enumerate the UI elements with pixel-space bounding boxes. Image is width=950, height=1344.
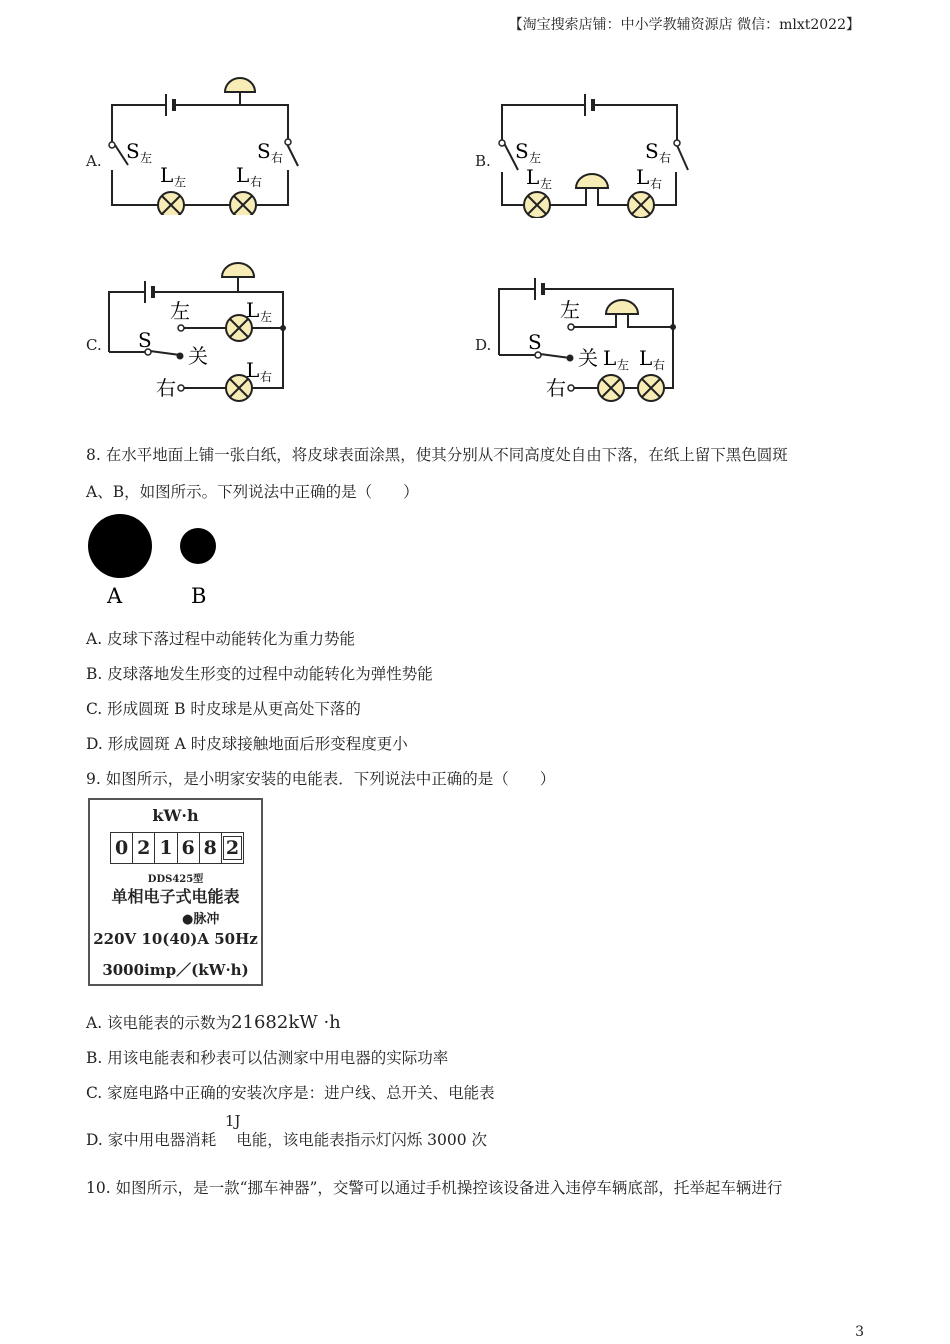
lamp-icon	[524, 192, 550, 218]
switch-label: S	[138, 328, 152, 352]
lamp-label: L	[236, 163, 250, 187]
page-number: 3	[855, 1324, 864, 1340]
q9-option-c: C. 家庭电路中正确的安装次序是：进户线、总开关、电能表	[86, 1084, 495, 1102]
lamp-sub-label: 左	[617, 358, 630, 372]
meter-unit: kW·h	[152, 806, 199, 825]
spot-b-label: B	[191, 584, 207, 608]
lamp-sub-label: 右	[260, 370, 273, 384]
switch-sub-label: 左	[529, 151, 542, 165]
meter-digit: 0	[111, 833, 133, 863]
q8-option-d: D. 形成圆斑 A 时皮球接触地面后形变程度更小	[86, 735, 408, 753]
circuit-diagram-b	[490, 88, 700, 218]
lamp-label: L	[160, 163, 174, 187]
spots-figure	[80, 508, 230, 613]
meter-name: 单相电子式电能表	[111, 887, 240, 906]
meter-spec: 220V 10(40)A 50Hz	[93, 930, 258, 948]
q7-option-d-label: D.	[475, 336, 492, 354]
q9-stem: 9. 如图所示，是小明家安装的电能表．下列说法中正确的是（ ）	[86, 770, 556, 788]
lamp-sub-label: 左	[260, 310, 273, 324]
position-off-label: 关	[188, 344, 208, 368]
q9-option-a-value: 21682kW ·h	[231, 1012, 341, 1033]
meter-digit: 8	[200, 833, 222, 863]
lamp-sub-label: 右	[250, 175, 263, 189]
switch-label: S	[645, 139, 659, 163]
q7-option-a-label: A.	[86, 152, 102, 170]
lamp-sub-label: 右	[653, 358, 666, 372]
lamp-sub-label: 左	[540, 177, 553, 191]
lamp-icon	[230, 192, 256, 215]
lamp-icon	[598, 375, 624, 401]
meter-pulse-indicator: ●脉冲	[182, 912, 220, 927]
energy-meter	[88, 798, 263, 986]
meter-digit-display	[110, 832, 244, 864]
switch-sub-label: 左	[140, 151, 153, 165]
header-note: 【淘宝搜索店铺：中小学教辅资源店 微信：mlxt2022】	[508, 17, 860, 33]
circuit-diagram-d	[490, 272, 690, 407]
q8-stem-line1: 8. 在水平地面上铺一张白纸，将皮球表面涂黑，使其分别从不同高度处自由下落，在纸上留下黑色圆斑	[86, 446, 788, 464]
circuit-diagram-a	[100, 70, 320, 215]
position-right-label: 右	[546, 376, 566, 400]
position-off-label: 关	[578, 346, 598, 370]
meter-digit: 1	[155, 833, 177, 863]
lamp-icon	[638, 375, 664, 401]
q9-option-b: B. 用该电能表和秒表可以估测家中用电器的实际功率	[86, 1049, 449, 1067]
q7-option-c-label: C.	[86, 336, 102, 354]
lamp-sub-label: 右	[650, 177, 663, 191]
switch-label: S	[126, 139, 140, 163]
q9-option-d-prefix: D. 家中用电器消耗	[86, 1131, 217, 1149]
q9-option-d-energy: 1J	[225, 1112, 241, 1130]
q8-option-b: B. 皮球落地发生形变的过程中动能转化为弹性势能	[86, 665, 433, 683]
meter-model: DDS425型	[147, 874, 204, 885]
q10-stem-line1: 10. 如图所示，是一款“挪车神器”，交警可以通过手机操控该设备进入违停车辆底部，托举起车辆进行	[86, 1179, 783, 1197]
lamp-label: L	[639, 346, 653, 370]
spot-a-label: A	[107, 584, 123, 608]
q7-option-b-label: B.	[475, 152, 491, 170]
lamp-label: L	[246, 358, 260, 382]
switch-label: S	[528, 330, 542, 354]
lamp-icon	[158, 192, 184, 215]
q9-option-a	[86, 1011, 341, 1033]
meter-constant: 3000imp／(kW·h)	[102, 961, 249, 979]
meter-decimal-digit	[222, 833, 243, 863]
q9-option-a-text: A. 该电能表的示数为	[86, 1014, 232, 1032]
meter-decimal-digit-value: 2	[223, 836, 242, 860]
switch-label: S	[515, 139, 529, 163]
lamp-label: L	[246, 298, 260, 322]
q9-option-d-suffix: 电能，该电能表指示灯闪烁 3000 次	[236, 1131, 488, 1149]
spot-a	[88, 514, 152, 578]
lamp-icon	[628, 192, 654, 218]
position-right-label: 右	[156, 376, 176, 400]
switch-sub-label: 右	[271, 151, 284, 165]
lamp-label: L	[636, 165, 650, 189]
meter-digit: 2	[133, 833, 155, 863]
q8-stem-line2: A、B，如图所示。下列说法中正确的是（ ）	[86, 483, 419, 501]
q9-option-d	[86, 1128, 487, 1150]
switch-sub-label: 右	[659, 151, 672, 165]
lamp-sub-label: 左	[174, 175, 187, 189]
switch-label: S	[257, 139, 271, 163]
q8-option-c: C. 形成圆斑 B 时皮球是从更高处下落的	[86, 700, 361, 718]
spot-b	[180, 528, 216, 564]
lamp-label: L	[603, 346, 617, 370]
meter-digit: 6	[178, 833, 200, 863]
position-left-label: 左	[560, 298, 580, 322]
position-left-label: 左	[170, 299, 190, 323]
circuit-diagram-c	[100, 255, 300, 405]
q8-option-a: A. 皮球下落过程中动能转化为重力势能	[86, 630, 356, 648]
lamp-label: L	[526, 165, 540, 189]
